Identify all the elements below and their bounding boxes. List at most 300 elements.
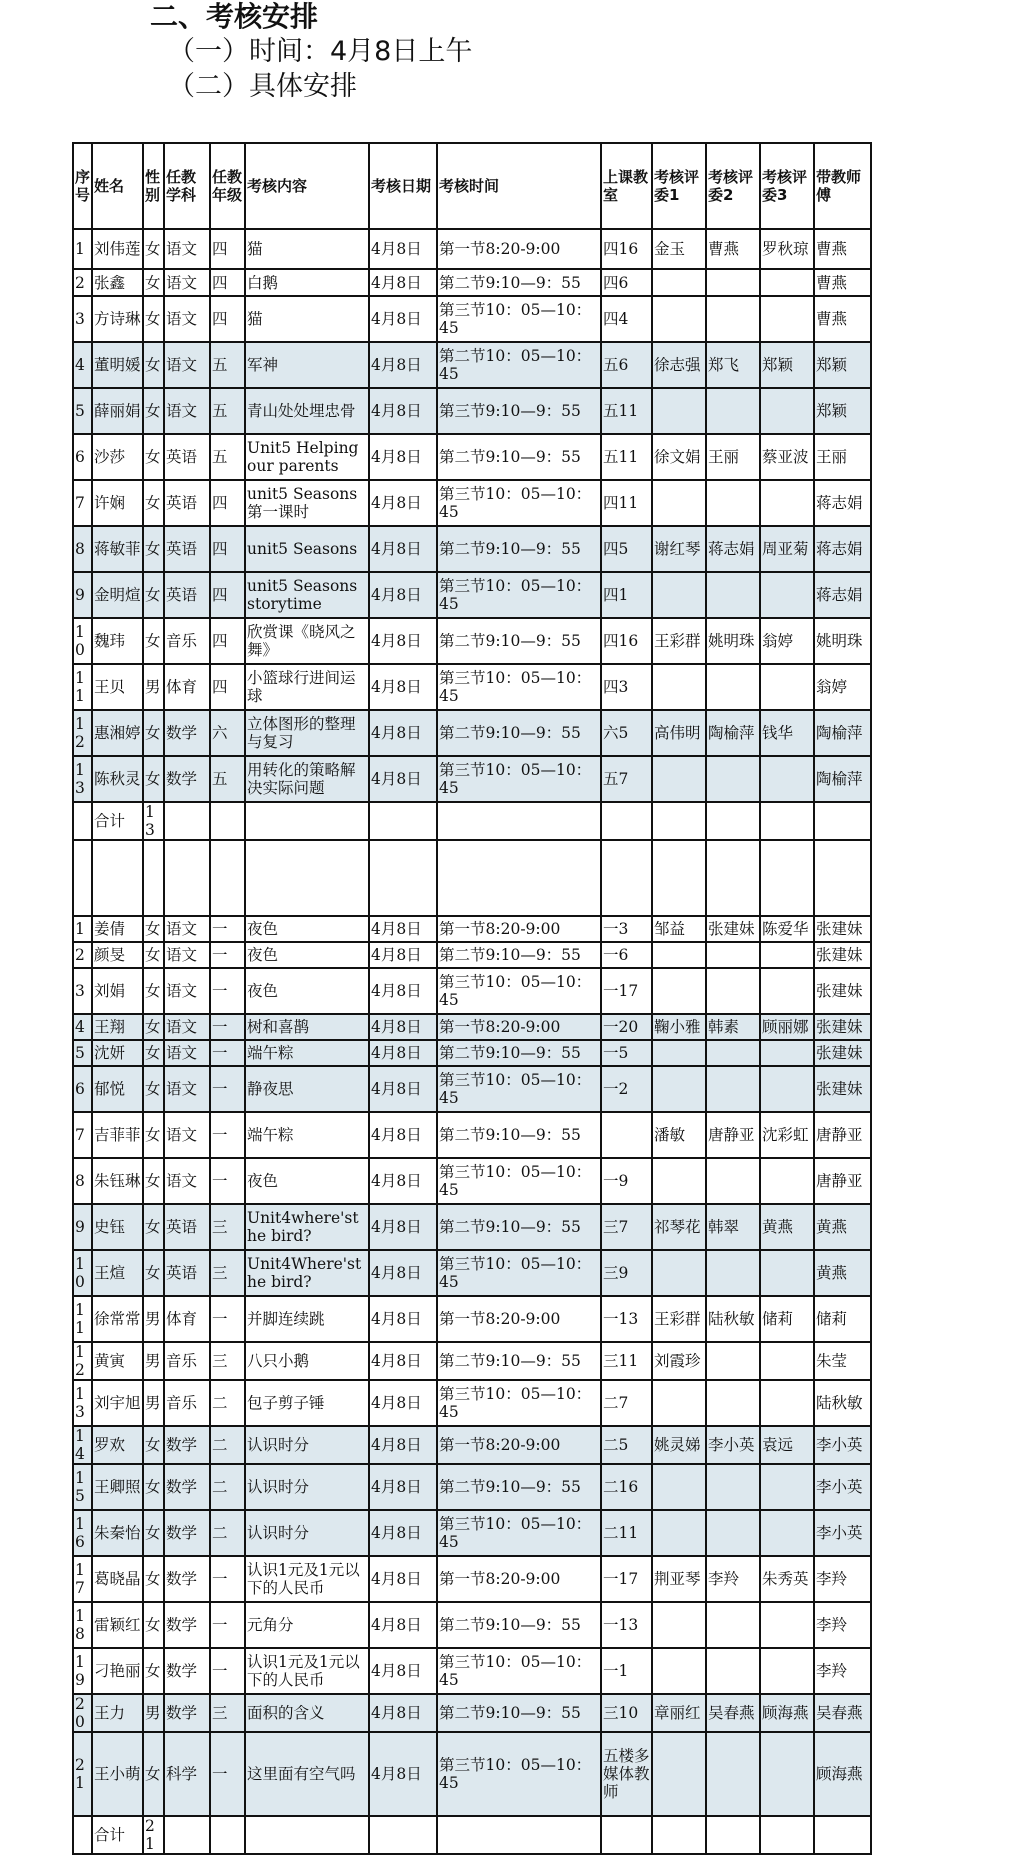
grade-cell: 六 — [210, 710, 245, 756]
exam-time-cell: 第二节9:10—9：55 — [437, 942, 601, 968]
mentor-cell: 曹燕 — [814, 269, 871, 296]
classroom-cell: 一3 — [601, 916, 652, 942]
classroom-cell: 二5 — [601, 1426, 652, 1464]
subject-cell: 数学 — [164, 1694, 210, 1732]
judge-3-cell — [760, 572, 814, 618]
judge-2-cell — [706, 1158, 760, 1204]
judge-1-cell: 谢红琴 — [652, 526, 706, 572]
teacher-name-cell: 郁悦 — [92, 1066, 143, 1112]
exam-date-cell: 4月8日 — [369, 1342, 437, 1380]
exam-date-cell: 4月8日 — [369, 664, 437, 710]
table-row — [73, 229, 871, 269]
row-number-cell: 4 — [73, 1014, 92, 1040]
exam-date-cell: 4月8日 — [369, 968, 437, 1014]
exam-time-cell: 第二节9:10—9：55 — [437, 526, 601, 572]
teacher-name-cell: 王小萌 — [92, 1732, 143, 1816]
table-row — [73, 968, 871, 1014]
row-number-cell: 3 — [73, 968, 92, 1014]
judge-1-cell — [652, 480, 706, 526]
classroom-cell — [601, 1112, 652, 1158]
total-row — [73, 1816, 871, 1854]
exam-time-cell: 第三节10：05—10：45 — [437, 1066, 601, 1112]
teacher-name-cell: 姜倩 — [92, 916, 143, 942]
judge-1-cell — [652, 1602, 706, 1648]
judge-2-cell: 李羚 — [706, 1556, 760, 1602]
subject-cell: 英语 — [164, 434, 210, 480]
judge-2-cell: 李小英 — [706, 1426, 760, 1464]
judge-1-cell: 章丽红 — [652, 1694, 706, 1732]
exam-time-cell: 第三节10：05—10：45 — [437, 480, 601, 526]
classroom-cell: 五7 — [601, 756, 652, 802]
classroom-cell: 一17 — [601, 1556, 652, 1602]
judge-2-cell: 吴春燕 — [706, 1694, 760, 1732]
teacher-name-cell: 刘宇旭 — [92, 1380, 143, 1426]
grade-cell: 四 — [210, 664, 245, 710]
exam-time-cell: 第一节8:20-9:00 — [437, 1556, 601, 1602]
judge-2-cell — [706, 756, 760, 802]
judge-2-cell: 王丽 — [706, 434, 760, 480]
teacher-name-cell: 王翔 — [92, 1014, 143, 1040]
subject-cell: 语文 — [164, 1158, 210, 1204]
judge-2-cell — [706, 269, 760, 296]
exam-date-cell: 4月8日 — [369, 1112, 437, 1158]
judge-2-cell — [706, 1510, 760, 1556]
judge-1-cell — [652, 572, 706, 618]
exam-time-cell: 第三节10：05—10：45 — [437, 1648, 601, 1694]
empty-cell — [814, 840, 871, 916]
mentor-cell: 姚明珠 — [814, 618, 871, 664]
empty-cell — [164, 802, 210, 840]
row-number-cell: 5 — [73, 1040, 92, 1066]
empty-cell — [164, 840, 210, 916]
row-number-cell: 9 — [73, 572, 92, 618]
exam-time-cell: 第二节9:10—9：55 — [437, 269, 601, 296]
exam-date-cell: 4月8日 — [369, 942, 437, 968]
judge-2-cell — [706, 664, 760, 710]
table-row — [73, 1380, 871, 1426]
gender-cell: 女 — [143, 618, 164, 664]
table-row — [73, 664, 871, 710]
subject-cell: 数学 — [164, 1556, 210, 1602]
judge-1-cell: 鞠小雅 — [652, 1014, 706, 1040]
exam-date-cell: 4月8日 — [369, 1204, 437, 1250]
mentor-cell: 黄燕 — [814, 1204, 871, 1250]
subject-cell: 语文 — [164, 342, 210, 388]
exam-time-cell: 第三节10：05—10：45 — [437, 1158, 601, 1204]
column-header: 考核内容 — [245, 143, 369, 229]
teacher-name-cell: 刁艳丽 — [92, 1648, 143, 1694]
judge-2-cell: 张建妹 — [706, 916, 760, 942]
grade-cell: 五 — [210, 756, 245, 802]
teacher-name-cell: 葛晓晶 — [92, 1556, 143, 1602]
row-number-cell: 19 — [73, 1648, 92, 1694]
teacher-name-cell: 雷颖红 — [92, 1602, 143, 1648]
subject-cell: 数学 — [164, 1602, 210, 1648]
table-row — [73, 434, 871, 480]
mentor-cell: 陶榆萍 — [814, 756, 871, 802]
row-number-cell: 6 — [73, 1066, 92, 1112]
teacher-name-cell: 许娴 — [92, 480, 143, 526]
grade-cell: 一 — [210, 1648, 245, 1694]
judge-2-cell — [706, 388, 760, 434]
gender-cell: 女 — [143, 1014, 164, 1040]
teacher-name-cell: 方诗琳 — [92, 296, 143, 342]
judge-1-cell — [652, 388, 706, 434]
classroom-cell: 四16 — [601, 618, 652, 664]
teacher-name-cell: 朱秦怡 — [92, 1510, 143, 1556]
total-row — [73, 802, 871, 840]
gender-cell: 女 — [143, 1066, 164, 1112]
lesson-content-cell: 八只小鹅 — [245, 1342, 369, 1380]
judge-3-cell — [760, 296, 814, 342]
table-row — [73, 1066, 871, 1112]
exam-time-cell: 第一节8:20-9:00 — [437, 1426, 601, 1464]
teacher-name-cell: 王卿照 — [92, 1464, 143, 1510]
teacher-name-cell: 朱钰琳 — [92, 1158, 143, 1204]
table-row — [73, 572, 871, 618]
gender-cell: 女 — [143, 296, 164, 342]
judge-2-cell — [706, 296, 760, 342]
judge-2-cell — [706, 1250, 760, 1296]
lesson-content-cell: 这里面有空气吗 — [245, 1732, 369, 1816]
empty-cell — [92, 840, 143, 916]
subject-cell: 英语 — [164, 572, 210, 618]
lesson-content-cell: 青山处处埋忠骨 — [245, 388, 369, 434]
lesson-content-cell: 夜色 — [245, 916, 369, 942]
judge-3-cell: 沈彩虹 — [760, 1112, 814, 1158]
empty-cell — [210, 840, 245, 916]
judge-3-cell: 郑颖 — [760, 342, 814, 388]
subject-cell: 语文 — [164, 1014, 210, 1040]
judge-3-cell: 黄燕 — [760, 1204, 814, 1250]
classroom-cell: 一9 — [601, 1158, 652, 1204]
gender-cell: 女 — [143, 388, 164, 434]
row-number-cell: 8 — [73, 526, 92, 572]
judge-1-cell: 邹益 — [652, 916, 706, 942]
exam-time-cell: 第二节9:10—9：55 — [437, 1040, 601, 1066]
judge-2-cell — [706, 480, 760, 526]
judge-1-cell — [652, 1464, 706, 1510]
judge-2-cell — [706, 968, 760, 1014]
lesson-content-cell: 立体图形的整理与复习 — [245, 710, 369, 756]
table-row — [73, 526, 871, 572]
table-row — [73, 1732, 871, 1816]
judge-2-cell — [706, 1732, 760, 1816]
mentor-cell: 蒋志娟 — [814, 526, 871, 572]
empty-cell — [814, 802, 871, 840]
lesson-content-cell: Unit4Where'sthe bird? — [245, 1250, 369, 1296]
judge-1-cell: 潘敏 — [652, 1112, 706, 1158]
classroom-cell: 四11 — [601, 480, 652, 526]
teacher-name-cell: 史钰 — [92, 1204, 143, 1250]
classroom-cell: 一17 — [601, 968, 652, 1014]
table-header — [73, 143, 871, 229]
lesson-content-cell: 端午粽 — [245, 1112, 369, 1158]
judge-3-cell — [760, 1648, 814, 1694]
column-header: 考核评委3 — [760, 143, 814, 229]
judge-2-cell: 蒋志娟 — [706, 526, 760, 572]
judge-1-cell: 金玉 — [652, 229, 706, 269]
teacher-name-cell: 蒋敏菲 — [92, 526, 143, 572]
gender-cell: 女 — [143, 342, 164, 388]
exam-date-cell: 4月8日 — [369, 342, 437, 388]
classroom-cell: 四1 — [601, 572, 652, 618]
judge-2-cell: 姚明珠 — [706, 618, 760, 664]
classroom-cell: 二16 — [601, 1464, 652, 1510]
empty-cell — [760, 802, 814, 840]
column-header: 姓名 — [92, 143, 143, 229]
classroom-cell: 三7 — [601, 1204, 652, 1250]
subject-cell: 英语 — [164, 480, 210, 526]
mentor-cell: 陶榆萍 — [814, 710, 871, 756]
classroom-cell: 四4 — [601, 296, 652, 342]
row-number-cell: 5 — [73, 388, 92, 434]
table-row — [73, 1014, 871, 1040]
row-number-cell: 1 — [73, 229, 92, 269]
lesson-content-cell: 夜色 — [245, 942, 369, 968]
grade-cell: 一 — [210, 1602, 245, 1648]
lesson-content-cell: 包子剪子锤 — [245, 1380, 369, 1426]
exam-date-cell: 4月8日 — [369, 269, 437, 296]
subject-cell: 音乐 — [164, 618, 210, 664]
subject-cell: 语文 — [164, 942, 210, 968]
teacher-name-cell: 董明媛 — [92, 342, 143, 388]
table-row — [73, 1158, 871, 1204]
gender-cell: 女 — [143, 1426, 164, 1464]
classroom-cell: 三10 — [601, 1694, 652, 1732]
grade-cell: 一 — [210, 1296, 245, 1342]
mentor-cell: 曹燕 — [814, 229, 871, 269]
subject-cell: 科学 — [164, 1732, 210, 1816]
judge-2-cell — [706, 1380, 760, 1426]
row-number-cell: 12 — [73, 1342, 92, 1380]
judge-3-cell: 朱秀英 — [760, 1556, 814, 1602]
classroom-cell: 四16 — [601, 229, 652, 269]
row-number-cell: 2 — [73, 269, 92, 296]
judge-3-cell — [760, 756, 814, 802]
teacher-name-cell: 王贝 — [92, 664, 143, 710]
gender-cell: 女 — [143, 756, 164, 802]
teacher-name-cell: 罗欢 — [92, 1426, 143, 1464]
exam-time-cell: 第三节10：05—10：45 — [437, 1250, 601, 1296]
subject-cell: 数学 — [164, 1510, 210, 1556]
grade-cell: 五 — [210, 434, 245, 480]
table-row — [73, 388, 871, 434]
classroom-cell: 二7 — [601, 1380, 652, 1426]
empty-cell — [652, 1816, 706, 1854]
table-row — [73, 296, 871, 342]
gender-cell: 女 — [143, 269, 164, 296]
table-row — [73, 1510, 871, 1556]
exam-time-cell: 第三节10：05—10：45 — [437, 664, 601, 710]
classroom-cell: 六5 — [601, 710, 652, 756]
table-row — [73, 1464, 871, 1510]
teacher-name-cell: 张鑫 — [92, 269, 143, 296]
judge-1-cell: 徐文娟 — [652, 434, 706, 480]
teacher-name-cell: 刘娟 — [92, 968, 143, 1014]
judge-3-cell: 蔡亚波 — [760, 434, 814, 480]
gender-cell: 女 — [143, 1510, 164, 1556]
teacher-name-cell: 刘伟莲 — [92, 229, 143, 269]
empty-cell — [210, 1816, 245, 1854]
row-number-cell: 13 — [73, 756, 92, 802]
grade-cell: 一 — [210, 1556, 245, 1602]
row-number-cell: 12 — [73, 710, 92, 756]
exam-date-cell: 4月8日 — [369, 229, 437, 269]
table-row — [73, 1648, 871, 1694]
gender-cell: 女 — [143, 1250, 164, 1296]
gender-cell: 男 — [143, 1296, 164, 1342]
teacher-name-cell: 魏玮 — [92, 618, 143, 664]
judge-1-cell: 刘霞珍 — [652, 1342, 706, 1380]
judge-1-cell — [652, 1250, 706, 1296]
judge-2-cell — [706, 1066, 760, 1112]
judge-1-cell: 王彩群 — [652, 618, 706, 664]
exam-time-cell: 第一节8:20-9:00 — [437, 1014, 601, 1040]
grade-cell: 四 — [210, 229, 245, 269]
lesson-content-cell: 静夜思 — [245, 1066, 369, 1112]
teacher-name-cell: 薛丽娟 — [92, 388, 143, 434]
gender-cell: 男 — [143, 664, 164, 710]
judge-2-cell — [706, 942, 760, 968]
exam-date-cell: 4月8日 — [369, 1158, 437, 1204]
empty-cell — [73, 802, 92, 840]
judge-2-cell — [706, 1602, 760, 1648]
lesson-content-cell: 猫 — [245, 296, 369, 342]
judge-3-cell: 顾丽娜 — [760, 1014, 814, 1040]
classroom-cell: 一5 — [601, 1040, 652, 1066]
gender-cell: 女 — [143, 480, 164, 526]
lesson-content-cell: 认识时分 — [245, 1426, 369, 1464]
judge-3-cell — [760, 269, 814, 296]
lesson-content-cell: 认识1元及1元以下的人民币 — [245, 1556, 369, 1602]
subject-cell: 数学 — [164, 756, 210, 802]
grade-cell: 二 — [210, 1510, 245, 1556]
table-row — [73, 1342, 871, 1380]
lesson-content-cell: 端午粽 — [245, 1040, 369, 1066]
judge-1-cell — [652, 942, 706, 968]
subject-cell: 语文 — [164, 229, 210, 269]
grade-cell: 三 — [210, 1342, 245, 1380]
empty-cell — [369, 1816, 437, 1854]
row-number-cell: 13 — [73, 1380, 92, 1426]
grade-cell: 二 — [210, 1380, 245, 1426]
exam-time-cell: 第三节10：05—10：45 — [437, 1510, 601, 1556]
judge-1-cell — [652, 756, 706, 802]
judge-2-cell — [706, 1040, 760, 1066]
column-header: 性别 — [143, 143, 164, 229]
grade-cell: 四 — [210, 526, 245, 572]
row-number-cell: 8 — [73, 1158, 92, 1204]
time-heading: （一）时间：4月8日上午 — [168, 36, 473, 67]
teacher-name-cell: 王力 — [92, 1694, 143, 1732]
column-header: 考核评委1 — [652, 143, 706, 229]
teacher-name-cell: 金明煊 — [92, 572, 143, 618]
column-header: 任教年级 — [210, 143, 245, 229]
judge-3-cell: 储莉 — [760, 1296, 814, 1342]
empty-cell — [245, 840, 369, 916]
empty-cell — [143, 840, 164, 916]
table-row — [73, 756, 871, 802]
table-row — [73, 1296, 871, 1342]
empty-cell — [73, 1816, 92, 1854]
judge-2-cell: 陆秋敏 — [706, 1296, 760, 1342]
grade-cell: 一 — [210, 1040, 245, 1066]
table-row — [73, 618, 871, 664]
gender-cell: 女 — [143, 710, 164, 756]
grade-cell: 四 — [210, 269, 245, 296]
judge-3-cell — [760, 1602, 814, 1648]
exam-date-cell: 4月8日 — [369, 572, 437, 618]
spacer-row — [73, 840, 871, 916]
judge-1-cell — [652, 1380, 706, 1426]
exam-date-cell: 4月8日 — [369, 296, 437, 342]
column-header: 考核评委2 — [706, 143, 760, 229]
grade-cell: 一 — [210, 1014, 245, 1040]
teacher-name-cell: 吉菲菲 — [92, 1112, 143, 1158]
exam-time-cell: 第二节9:10—9：55 — [437, 1204, 601, 1250]
mentor-cell: 张建妹 — [814, 942, 871, 968]
subject-cell: 语文 — [164, 916, 210, 942]
classroom-cell: 三9 — [601, 1250, 652, 1296]
gender-cell: 女 — [143, 229, 164, 269]
teacher-name-cell: 陈秋灵 — [92, 756, 143, 802]
exam-date-cell: 4月8日 — [369, 1732, 437, 1816]
column-header: 考核时间 — [437, 143, 601, 229]
subject-cell: 数学 — [164, 1648, 210, 1694]
exam-time-cell: 第二节9:10—9：55 — [437, 618, 601, 664]
table-row — [73, 480, 871, 526]
table-row — [73, 710, 871, 756]
table-row — [73, 269, 871, 296]
grade-cell: 一 — [210, 1112, 245, 1158]
exam-time-cell: 第二节9:10—9：55 — [437, 434, 601, 480]
row-number-cell: 11 — [73, 664, 92, 710]
judge-1-cell — [652, 1040, 706, 1066]
subject-cell: 体育 — [164, 1296, 210, 1342]
grade-cell: 一 — [210, 1732, 245, 1816]
subject-cell: 数学 — [164, 1464, 210, 1510]
mentor-cell: 曹燕 — [814, 296, 871, 342]
lesson-content-cell: 猫 — [245, 229, 369, 269]
classroom-cell: 四6 — [601, 269, 652, 296]
judge-3-cell — [760, 1510, 814, 1556]
classroom-cell: 一6 — [601, 942, 652, 968]
row-number-cell: 1 — [73, 916, 92, 942]
mentor-cell: 张建妹 — [814, 916, 871, 942]
classroom-cell: 一13 — [601, 1602, 652, 1648]
table-row — [73, 1694, 871, 1732]
judge-1-cell: 高伟明 — [652, 710, 706, 756]
empty-cell — [437, 802, 601, 840]
lesson-content-cell: unit5 Seasons第一课时 — [245, 480, 369, 526]
empty-cell — [437, 840, 601, 916]
exam-date-cell: 4月8日 — [369, 1426, 437, 1464]
mentor-cell: 郑颖 — [814, 388, 871, 434]
judge-1-cell: 王彩群 — [652, 1296, 706, 1342]
row-number-cell: 20 — [73, 1694, 92, 1732]
row-number-cell: 7 — [73, 1112, 92, 1158]
mentor-cell: 李小英 — [814, 1510, 871, 1556]
judge-1-cell — [652, 1158, 706, 1204]
empty-cell — [760, 1816, 814, 1854]
table-row — [73, 1602, 871, 1648]
gender-cell: 女 — [143, 1464, 164, 1510]
lesson-content-cell: 元角分 — [245, 1602, 369, 1648]
gender-cell: 女 — [143, 1204, 164, 1250]
classroom-cell: 五11 — [601, 388, 652, 434]
classroom-cell: 一1 — [601, 1648, 652, 1694]
